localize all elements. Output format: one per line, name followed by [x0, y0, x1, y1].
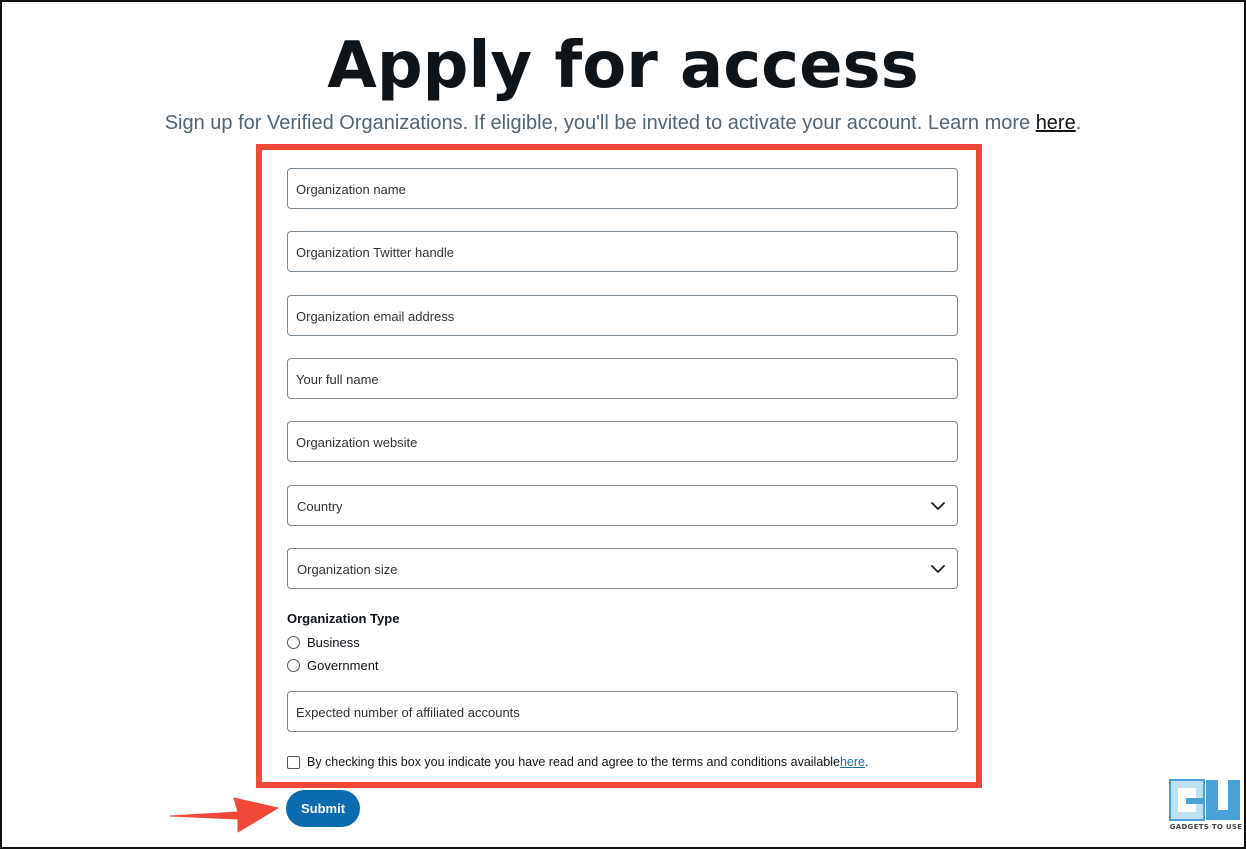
- chevron-down-icon: [929, 560, 947, 578]
- organization-name-placeholder: Organization name: [296, 182, 406, 197]
- full-name-input[interactable]: [287, 358, 958, 399]
- country-select[interactable]: [287, 485, 958, 526]
- page-subtitle: [0, 111, 1246, 135]
- organization-type-label: Organization Type: [287, 611, 400, 626]
- full-name-placeholder: Your full name: [296, 372, 379, 387]
- terms-link[interactable]: here: [839, 755, 866, 769]
- organization-size-value: Organization size: [297, 562, 398, 577]
- page-title: Apply for access: [327, 29, 919, 103]
- chevron-down-icon: [929, 497, 947, 515]
- terms-end: .: [865, 755, 869, 769]
- twitter-handle-input[interactable]: [287, 231, 958, 272]
- country-select-value: Country: [297, 499, 343, 514]
- annotation-arrow-icon: [168, 796, 280, 834]
- radio-option-business[interactable]: [287, 633, 360, 651]
- radio-button-government[interactable]: [287, 659, 300, 672]
- watermark-text: GADGETS TO USE: [1169, 823, 1243, 831]
- organization-website-placeholder: Organization website: [296, 435, 418, 450]
- radio-label-government: Government: [307, 657, 379, 673]
- organization-email-placeholder: Organization email address: [296, 309, 455, 324]
- submit-button[interactable]: Submit: [286, 790, 360, 827]
- terms-text: By checking this box you indicate you have read and agree to the terms and conditions available: [307, 755, 840, 769]
- subtitle-end: .: [1075, 112, 1082, 134]
- organization-website-input[interactable]: [287, 421, 958, 462]
- affiliated-accounts-placeholder: Expected number of affiliated accounts: [296, 705, 520, 720]
- terms-agreement-row: [287, 754, 869, 770]
- twitter-handle-placeholder: Organization Twitter handle: [296, 245, 455, 260]
- organization-email-input[interactable]: [287, 295, 958, 336]
- terms-checkbox[interactable]: [287, 756, 300, 769]
- organization-name-input[interactable]: [287, 168, 958, 209]
- subtitle-text: Sign up for Verified Organizations. If eligible, you'll be invited to activate your account. Learn more: [164, 112, 1036, 134]
- learn-more-link[interactable]: here: [1035, 112, 1076, 134]
- affiliated-accounts-input[interactable]: [287, 691, 958, 732]
- radio-button-business[interactable]: [287, 636, 300, 649]
- organization-size-select[interactable]: [287, 548, 958, 589]
- radio-option-government[interactable]: [287, 656, 379, 674]
- radio-label-business: Business: [307, 634, 360, 650]
